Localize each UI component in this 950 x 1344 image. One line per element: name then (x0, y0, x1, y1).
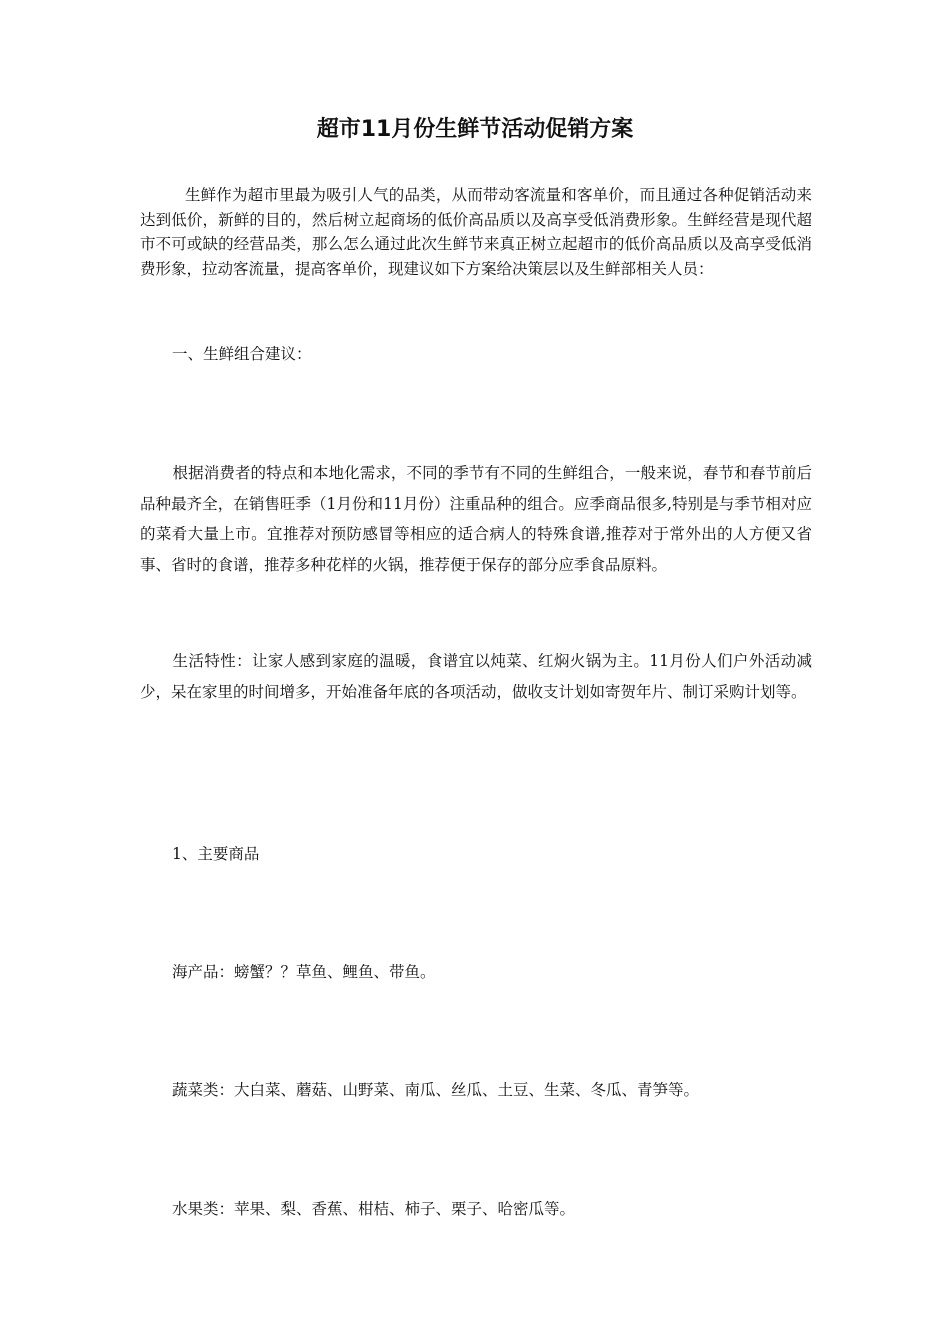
document-title: 超市11月份生鲜节活动促销方案 (316, 117, 634, 142)
combination-paragraph: 根据消费者的特点和本地化需求，不同的季节有不同的生鲜组合，一般来说，春节和春节前后品种最齐全，在销售旺季（1月份和11月份）注重品种的组合。应季商品很多,特别是与季节相对应的菜肴大量上市。宜推荐对预防感冒等相应的适合病人的特殊食谱,推荐对于常外出的人方便又省事、省时的食谱，推荐多种花样的火锅，推荐便于保存的部分应季食品原料。 (140, 464, 812, 574)
main-products-heading: 1、主要商品 (172, 845, 260, 863)
vegetable-line: 蔬菜类：大白菜、蘑菇、山野菜、南瓜、丝瓜、土豆、生菜、冬瓜、青笋等。 (172, 1081, 700, 1099)
lifestyle-paragraph: 生活特性：让家人感到家庭的温暖，食谱宜以炖菜、红焖火锅为主。11月份人们户外活动减少，呆在家里的时间增多，开始准备年底的各项活动，做收支计划如寄贺年片、制订采购计划等。 (140, 652, 812, 701)
fruit-line: 水果类：苹果、梨、香蕉、柑桔、柿子、栗子、哈密瓜等。 (172, 1200, 576, 1218)
intro-paragraph: 生鲜作为超市里最为吸引人气的品类，从而带动客流量和客单价，而且通过各种促销活动来达到低价，新鲜的目的，然后树立起商场的低价高品质以及高享受低消费形象。生鲜经营是现代超市不可或缺的经营品类，那么怎么通过此次生鲜节来真正树立起超市的低价高品质以及高享受低消费形象，拉动客流量，提高客单价，现建议如下方案给决策层以及生鲜部相关人员： (140, 186, 812, 278)
section-heading-combination: 一、生鲜组合建议： (172, 345, 312, 363)
seafood-line: 海产品：螃蟹？？草鱼、鲤鱼、带鱼。 (172, 963, 436, 981)
